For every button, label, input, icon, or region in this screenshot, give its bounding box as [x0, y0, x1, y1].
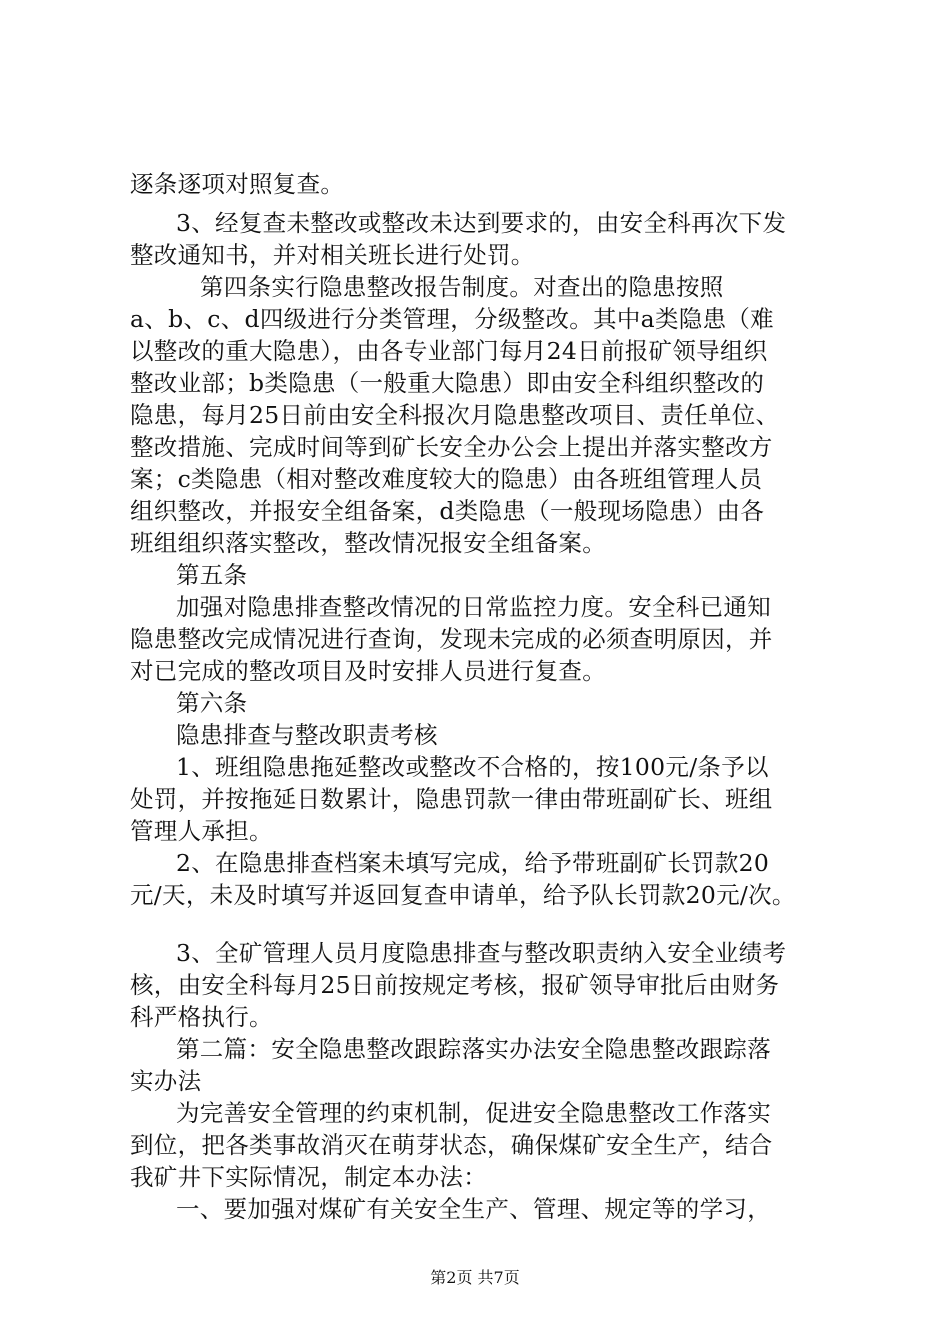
paragraph-line: 3、经复查未整改或整改未达到要求的，由安全科再次下发	[176, 209, 787, 237]
section-heading: 第五条	[176, 561, 248, 589]
paragraph-line: 班组组织落实整改，整改情况报安全组备案。	[130, 529, 606, 557]
paragraph-line: 组织整改，并报安全组备案，d类隐患（一般现场隐患）由各	[130, 497, 765, 525]
chapter-heading: 第二篇：安全隐患整改跟踪落实办法安全隐患整改跟踪落	[176, 1035, 771, 1063]
chapter-heading: 实办法	[130, 1067, 202, 1095]
paragraph-line: 整改措施、完成时间等到矿长安全办公会上提出并落实整改方	[130, 433, 773, 461]
paragraph-line: 一、要加强对煤矿有关安全生产、管理、规定等的学习，	[176, 1195, 771, 1223]
paragraph-line: 隐患整改完成情况进行查询，发现未完成的必须查明原因，并	[130, 625, 773, 653]
paragraph-line: 对已完成的整改项目及时安排人员进行复查。	[130, 657, 606, 685]
paragraph-line: 到位，把各类事故消灭在萌芽状态，确保煤矿安全生产，结合	[130, 1131, 773, 1159]
paragraph-line: 整改业部；b类隐患（一般重大隐患）即由安全科组织整改的	[130, 369, 765, 397]
section-heading: 第六条	[176, 689, 248, 717]
paragraph-line: 2、在隐患排查档案未填写完成，给予带班副矿长罚款20	[176, 849, 770, 877]
paragraph-line: 元/天，未及时填写并返回复查申请单，给予队长罚款20元/次。	[130, 881, 796, 909]
section-subheading: 隐患排查与整改职责考核	[176, 721, 438, 749]
paragraph-line: 1、班组隐患拖延整改或整改不合格的，按100元/条予以	[176, 753, 769, 781]
paragraph-line: 核，由安全科每月25日前按规定考核，报矿领导审批后由财务	[130, 971, 780, 999]
paragraph-line: 我矿井下实际情况，制定本办法：	[130, 1163, 487, 1191]
paragraph-line: 案；c类隐患（相对整改难度较大的隐患）由各班组管理人员	[130, 465, 763, 493]
paragraph-line: 处罚，并按拖延日数累计，隐患罚款一律由带班副矿长、班组	[130, 785, 773, 813]
paragraph-line: 以整改的重大隐患），由各专业部门每月24日前报矿领导组织	[130, 337, 768, 365]
paragraph-line: 为完善安全管理的约束机制，促进安全隐患整改工作落实	[176, 1099, 771, 1127]
paragraph-line: 加强对隐患排查整改情况的日常监控力度。安全科已通知	[176, 593, 771, 621]
paragraph-line: 逐条逐项对照复查。	[130, 170, 345, 198]
paragraph-line: 整改通知书，并对相关班长进行处罚。	[130, 241, 535, 269]
page-number: 第2页 共7页	[430, 1268, 520, 1287]
paragraph-line: 科严格执行。	[130, 1003, 273, 1031]
paragraph-line: 3、全矿管理人员月度隐患排查与整改职责纳入安全业绩考	[176, 939, 787, 967]
paragraph-line: 隐患，每月25日前由安全科报次月隐患整改项目、责任单位、	[130, 401, 780, 429]
section-heading: 第四条实行隐患整改报告制度。对查出的隐患按照	[200, 273, 724, 301]
paragraph-line: a、b、c、d四级进行分类管理，分级整改。其中a类隐患（难	[130, 305, 774, 333]
paragraph-line: 管理人承担。	[130, 817, 273, 845]
